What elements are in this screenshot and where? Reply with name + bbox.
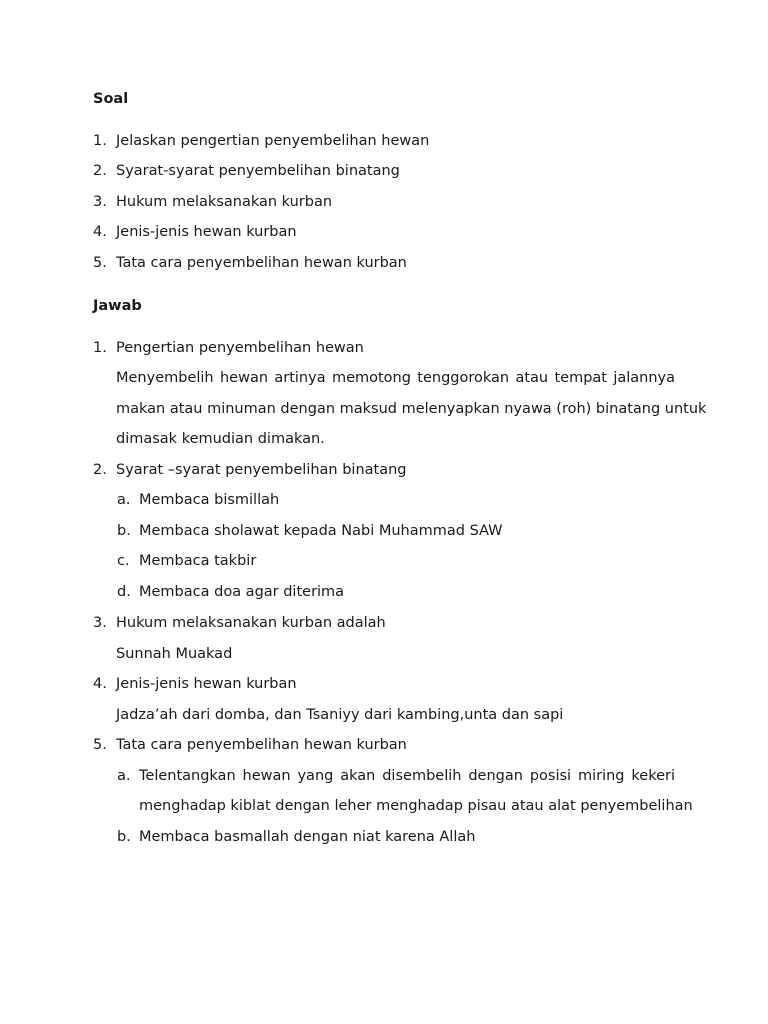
- sub-item-letter: b.: [117, 829, 131, 845]
- jawab-item-number: 4.: [93, 676, 107, 692]
- jawab-item-title: Jenis-jenis hewan kurban: [116, 676, 297, 692]
- sub-item-letter: d.: [117, 584, 131, 600]
- jawab-item-number: 2.: [93, 462, 107, 478]
- jawab-item-number: 5.: [93, 737, 107, 753]
- jawab-item-number: 1.: [93, 340, 107, 356]
- sub-item-letter: a.: [117, 492, 131, 508]
- soal-item-2: [93, 162, 400, 180]
- sub-item-text: Membaca takbir: [139, 553, 257, 569]
- soal-item-number: 4.: [93, 224, 107, 240]
- soal-item-number: 3.: [93, 194, 107, 210]
- jawab-2-sub-item-b: [117, 522, 503, 540]
- jawab-5-sub-item-b: [117, 828, 475, 846]
- jawab-2-sub-item-d: [117, 583, 344, 601]
- soal-heading: Soal: [93, 91, 129, 107]
- jawab-heading: Jawab: [93, 298, 142, 314]
- soal-item-text: Hukum melaksanakan kurban: [116, 194, 333, 210]
- jawab-4-answer: Jadza’ah dari domba, dan Tsaniyy dari kambing,unta dan sapi: [116, 707, 564, 723]
- jawab-2-sub-item-c: [117, 552, 256, 570]
- jawab-1-paragraph-line: Menyembelih hewan artinya memotong tenggorokan atau tempat jalannya: [116, 370, 675, 386]
- jawab-2-sub-item-a: [117, 491, 279, 509]
- jawab-item-title: Pengertian penyembelihan hewan: [116, 340, 364, 356]
- soal-item-number: 5.: [93, 255, 107, 271]
- soal-item-5: [93, 254, 407, 272]
- soal-item-3: [93, 193, 332, 211]
- jawab-item-1: [93, 339, 364, 357]
- jawab-item-4: [93, 675, 297, 693]
- jawab-3-answer: Sunnah Muakad: [116, 646, 233, 662]
- jawab-item-number: 3.: [93, 615, 107, 631]
- jawab-1-paragraph-line: dimasak kemudian dimakan.: [116, 431, 325, 447]
- sub-item-letter: b.: [117, 523, 131, 539]
- sub-item-letter: a.: [117, 768, 131, 784]
- soal-item-1: [93, 132, 429, 150]
- sub-item-text: Membaca sholawat kepada Nabi Muhammad SAW: [139, 523, 503, 539]
- jawab-5-sub-item-a-line: menghadap kiblat dengan leher menghadap pisau atau alat penyembelihan: [139, 798, 693, 814]
- sub-item-letter: c.: [117, 553, 130, 569]
- jawab-item-5: [93, 736, 407, 754]
- soal-item-text: Syarat-syarat penyembelihan binatang: [116, 163, 400, 179]
- soal-item-text: Jelaskan pengertian penyembelihan hewan: [116, 133, 430, 149]
- jawab-item-title: Syarat –syarat penyembelihan binatang: [116, 462, 407, 478]
- sub-item-text: Membaca bismillah: [139, 492, 280, 508]
- soal-item-4: [93, 223, 297, 241]
- sub-item-text: Membaca basmallah dengan niat karena Allah: [139, 829, 476, 845]
- jawab-item-title: Tata cara penyembelihan hewan kurban: [116, 737, 407, 753]
- soal-item-number: 1.: [93, 133, 107, 149]
- jawab-item-title: Hukum melaksanakan kurban adalah: [116, 615, 386, 631]
- sub-item-text: Membaca doa agar diterima: [139, 584, 345, 600]
- soal-item-text: Jenis-jenis hewan kurban: [116, 224, 297, 240]
- jawab-item-2: [93, 461, 407, 479]
- jawab-5-sub-item-a-line: Telentangkan hewan yang akan disembelih dengan posisi miring kekeri: [139, 768, 675, 784]
- soal-item-number: 2.: [93, 163, 107, 179]
- jawab-1-paragraph-line: makan atau minuman dengan maksud melenyapkan nyawa (roh) binatang untuk: [116, 401, 707, 417]
- jawab-item-3: [93, 614, 386, 632]
- soal-item-text: Tata cara penyembelihan hewan kurban: [116, 255, 407, 271]
